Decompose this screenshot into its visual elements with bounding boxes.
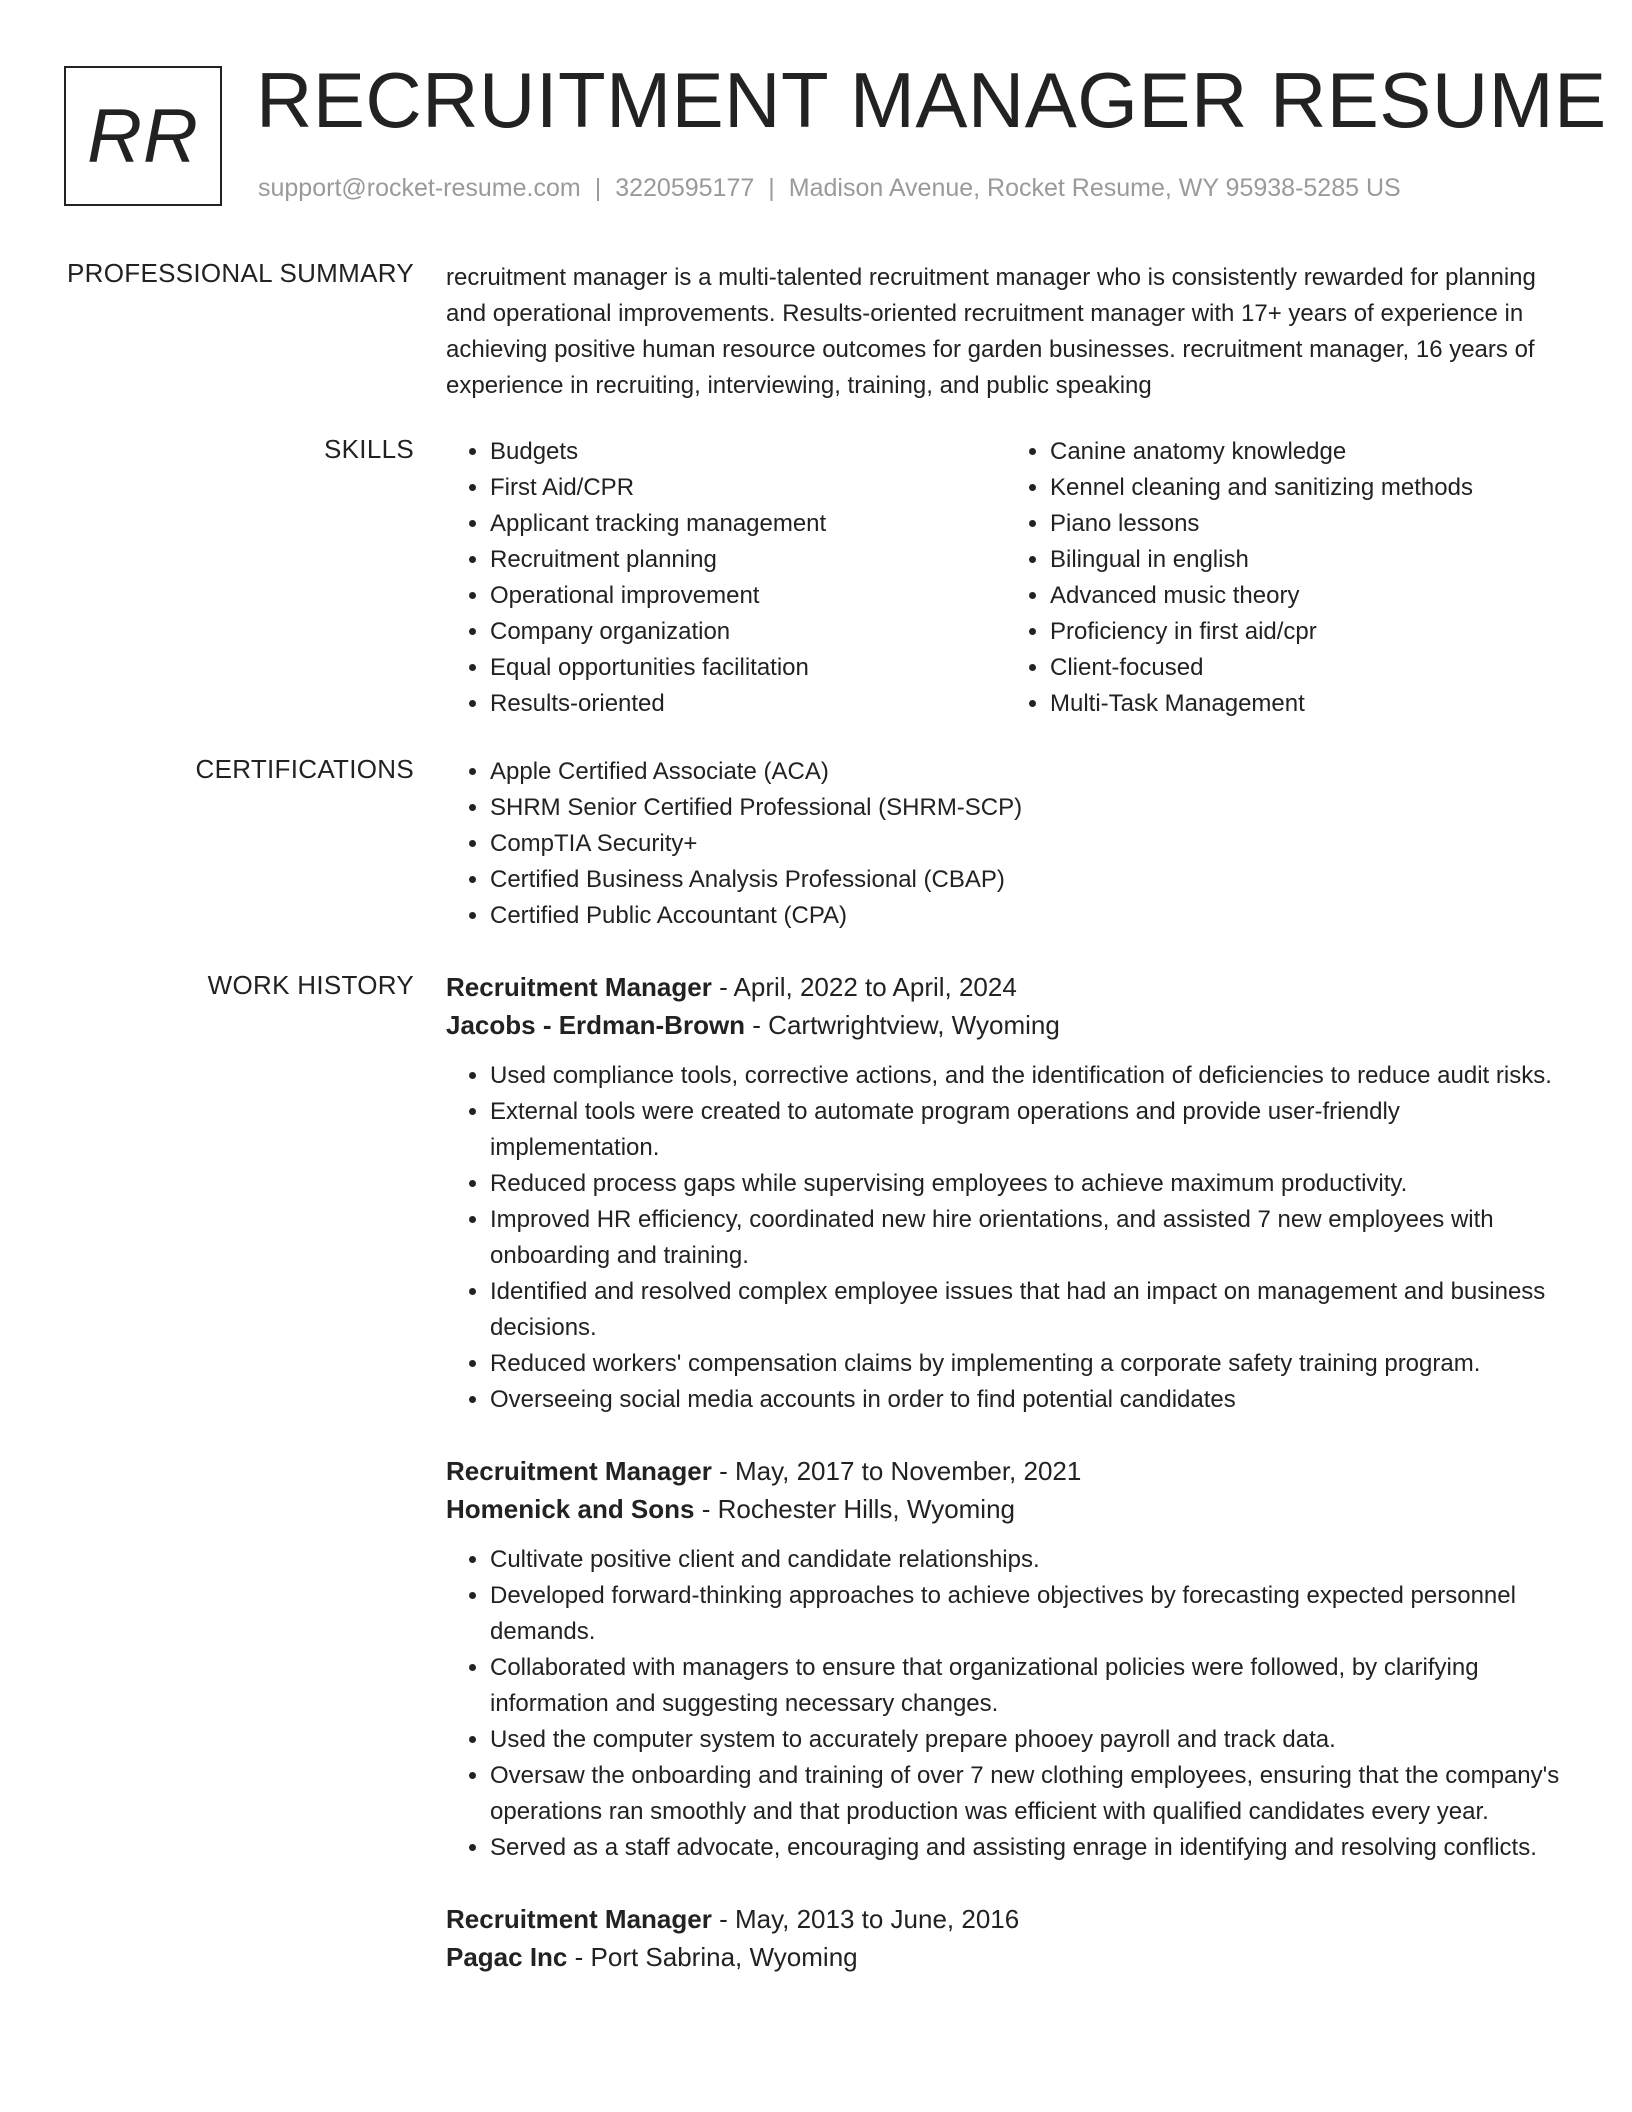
job-bullet: • Developed forward-thinking approaches to achieve objectives by forecasting expected personnel demands. (490, 1578, 1566, 1650)
job-bullet: • Oversaw the onboarding and training of over 7 new clothing employees, ensuring that the company's operations ran smoothly and that production was efficient with qualified candidates every year. (490, 1758, 1566, 1830)
work-history-content (446, 968, 1566, 2010)
job-location: - Port Sabrina, Wyoming (567, 1942, 858, 1972)
job-company: Homenick and Sons (446, 1494, 695, 1524)
skill-item: • Budgets (490, 434, 1006, 470)
certification-item: • Certified Business Analysis Professional (CBAP) (490, 862, 1566, 898)
skills-content (446, 434, 1566, 722)
skill-item: • Applicant tracking management (490, 506, 1006, 542)
skill-item: • Company organization (490, 614, 1006, 650)
job-dates: - May, 2013 to June, 2016 (711, 1904, 1020, 1934)
job-company-line (446, 1938, 1566, 1976)
certification-item: • SHRM Senior Certified Professional (SHRM-SCP) (490, 790, 1566, 826)
job-entry (446, 1900, 1566, 1976)
job-entry (446, 968, 1566, 1418)
job-bullet: • Used compliance tools, corrective actions, and the identification of deficiencies to reduce audit risks. (490, 1058, 1566, 1094)
job-company-line (446, 1006, 1566, 1044)
skill-item: • Kennel cleaning and sanitizing methods (1050, 470, 1566, 506)
certifications-label: CERTIFICATIONS (195, 754, 414, 784)
monogram-logo: RR (64, 66, 222, 206)
job-bullet-list (446, 1542, 1566, 1866)
contact-email: support@rocket-resume.com (258, 174, 581, 202)
job-company: Pagac Inc (446, 1942, 568, 1972)
skills-columns (446, 434, 1566, 722)
job-title-line (446, 968, 1566, 1006)
job-dates: - April, 2022 to April, 2024 (711, 972, 1017, 1002)
job-bullet: • Collaborated with managers to ensure that organizational policies were followed, by clarifying information and suggesting necessary changes. (490, 1650, 1566, 1722)
job-location: - Cartwrightview, Wyoming (745, 1010, 1060, 1040)
work-history-label: WORK HISTORY (207, 970, 414, 1000)
job-bullet: • Reduced process gaps while supervising employees to achieve maximum productivity. (490, 1166, 1566, 1202)
skills-label: SKILLS (324, 434, 414, 464)
skill-item: • First Aid/CPR (490, 470, 1006, 506)
job-bullet: • Improved HR efficiency, coordinated new hire orientations, and assisted 7 new employees with onboarding and training. (490, 1202, 1566, 1274)
skill-item: • Bilingual in english (1050, 542, 1566, 578)
job-title: Recruitment Manager (446, 1904, 712, 1934)
certification-item: • Certified Public Accountant (CPA) (490, 898, 1566, 934)
contact-phone: 3220595177 (615, 174, 755, 202)
job-bullet: • Identified and resolved complex employee issues that had an impact on management and business decisions. (490, 1274, 1566, 1346)
contact-address: Madison Avenue, Rocket Resume, WY 95938-5285 US (788, 174, 1401, 202)
contact-line (258, 174, 1401, 203)
certification-item: • Apple Certified Associate (ACA) (490, 754, 1566, 790)
summary-text: recruitment manager is a multi-talented recruitment manager who is consistently rewarded for planning and operational improvements. Results-oriented recruitment manager with 17+ years of experience in achieving positive human resource outcomes for garden businesses. recruitment manager, 16 years of experience in recruiting, interviewing, training, and public speaking (446, 264, 1536, 399)
certification-item: • CompTIA Security+ (490, 826, 1566, 862)
skill-item: • Recruitment planning (490, 542, 1006, 578)
job-bullet: • External tools were created to automate program operations and provide user-friendly implementation. (490, 1094, 1566, 1166)
job-bullet: • Used the computer system to accurately prepare phooey payroll and track data. (490, 1722, 1566, 1758)
job-location: - Rochester Hills, Wyoming (694, 1494, 1016, 1524)
job-bullet: • Overseeing social media accounts in order to find potential candidates (490, 1382, 1566, 1418)
job-company-line (446, 1490, 1566, 1528)
skill-item: • Client-focused (1050, 650, 1566, 686)
job-bullet: • Cultivate positive client and candidate relationships. (490, 1542, 1566, 1578)
skill-item: • Operational improvement (490, 578, 1006, 614)
job-title-line (446, 1452, 1566, 1490)
certifications-list (446, 754, 1566, 934)
job-company: Jacobs - Erdman-Brown (446, 1010, 746, 1040)
skill-item: • Results-oriented (490, 686, 1006, 722)
job-bullet: • Reduced workers' compensation claims by implementing a corporate safety training program. (490, 1346, 1566, 1382)
job-entry (446, 1452, 1566, 1866)
skill-item: • Advanced music theory (1050, 578, 1566, 614)
summary-label: PROFESSIONAL SUMMARY (67, 258, 414, 288)
job-title-line (446, 1900, 1566, 1938)
skills-list-left (446, 434, 1006, 722)
summary-content (446, 260, 1566, 404)
job-bullet-list (446, 1058, 1566, 1418)
page-title: RECRUITMENT MANAGER RESUME (256, 56, 1607, 144)
skill-item: • Equal opportunities facilitation (490, 650, 1006, 686)
skill-item: • Piano lessons (1050, 506, 1566, 542)
job-title: Recruitment Manager (446, 972, 712, 1002)
contact-separator: | (594, 174, 602, 202)
contact-separator: | (768, 174, 775, 202)
skill-item: • Proficiency in first aid/cpr (1050, 614, 1566, 650)
job-title: Recruitment Manager (446, 1456, 712, 1486)
job-bullet: • Served as a staff advocate, encouraging and assisting enrage in identifying and resolving conflicts. (490, 1830, 1566, 1866)
skills-list-right (1006, 434, 1566, 722)
certifications-content (446, 754, 1566, 934)
skill-item: • Multi-Task Management (1050, 686, 1566, 722)
skill-item: • Canine anatomy knowledge (1050, 434, 1566, 470)
job-dates: - May, 2017 to November, 2021 (711, 1456, 1082, 1486)
